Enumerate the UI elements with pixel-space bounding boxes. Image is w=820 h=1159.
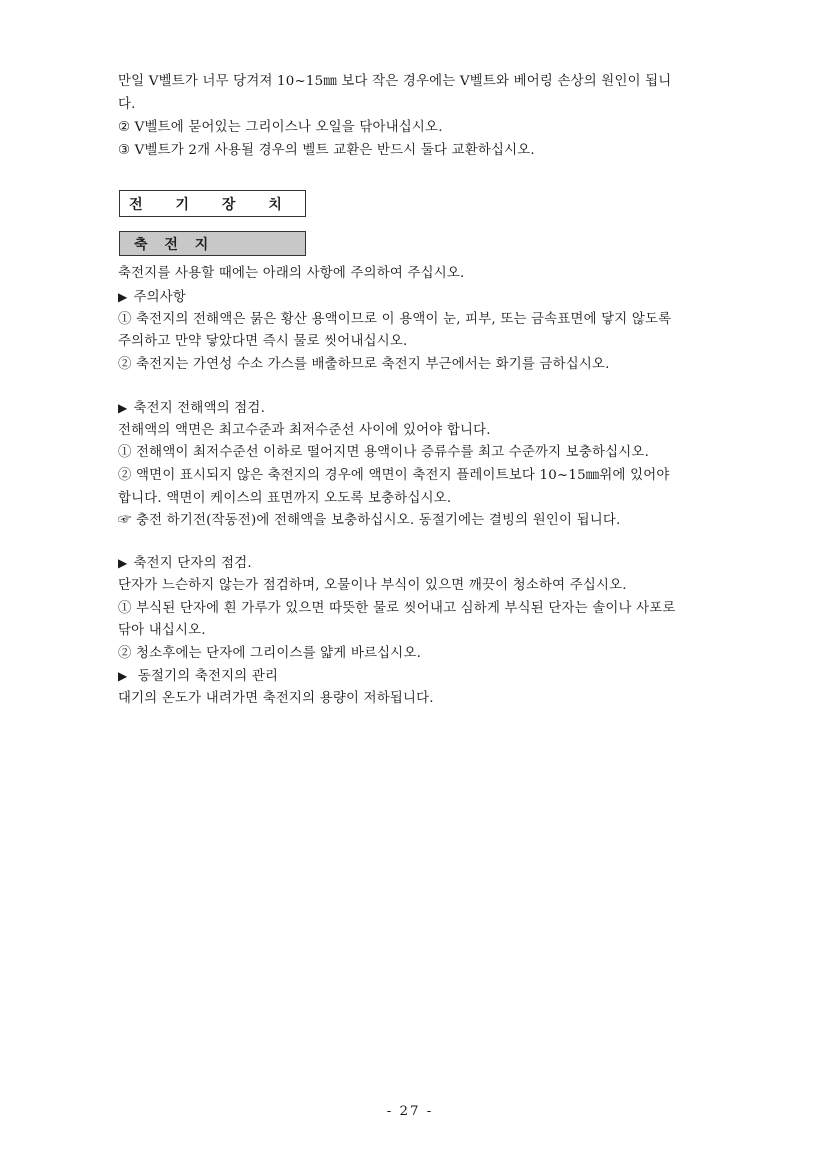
triangle-bullet-icon: ▶ bbox=[118, 401, 128, 415]
terminal-heading bbox=[118, 553, 748, 574]
electrolyte-item-2: ② 액면이 표시되지 않은 축전지의 경우에 액면이 축전지 플레이트보다 10~15㎜위에 있어야 bbox=[118, 468, 670, 483]
caution-item-1-cont: 주의하고 만약 닿았다면 즉시 물로 씻어내십시오. bbox=[118, 334, 408, 349]
terminal-heading-text: 축전지 단자의 점검. bbox=[133, 556, 252, 571]
caution-item-1: ① 축전지의 전해액은 묽은 황산 용액이므로 이 용액이 눈, 피부, 또는 금속표면에 닿지 않도록 bbox=[118, 312, 672, 327]
triangle-bullet-icon: ▶ bbox=[118, 556, 128, 570]
electrolyte-item-2-cont: 합니다. 액면이 케이스의 표면까지 오도록 보충하십시오. bbox=[118, 491, 452, 506]
terminal-desc: 단자가 느슨하지 않는가 점검하며, 오물이나 부식이 있으면 깨끗이 청소하여 주십시오. bbox=[118, 578, 627, 593]
caution-item-2: ② 축전지는 가연성 수소 가스를 배출하므로 축전지 부근에서는 화기를 금하십시오. bbox=[118, 357, 610, 372]
triangle-bullet-icon: ▶ bbox=[118, 290, 128, 304]
paragraph-v-belt-tension: 만일 V벨트가 너무 당겨져 10~15㎜ 보다 작은 경우에는 V벨트와 베어링 손상의 원인이 됩니 bbox=[118, 74, 672, 89]
intro-text: 축전지를 사용할 때에는 아래의 사항에 주의하여 주십시오. bbox=[118, 266, 465, 281]
terminal-item-2: ② 청소후에는 단자에 그리이스를 얇게 바르십시오. bbox=[118, 646, 422, 661]
list-item-grease-removal: ② V벨트에 묻어있는 그리이스나 오일을 닦아내십시오. bbox=[118, 120, 443, 135]
section-title: 전 기 장 치 bbox=[129, 196, 296, 213]
subsection-title: 축 전 지 bbox=[134, 236, 215, 253]
electrolyte-item-1: ① 전해액이 최저수준선 이하로 떨어지면 용액이나 증류수를 최고 수준까지 보충하십시오. bbox=[118, 445, 650, 460]
winter-heading-text: 동절기의 축전지의 관리 bbox=[133, 669, 279, 684]
electrolyte-heading bbox=[118, 398, 748, 419]
section-title-box bbox=[119, 190, 306, 217]
terminal-item-1-cont: 닦아 내십시오. bbox=[118, 623, 206, 638]
electrolyte-heading-text: 축전지 전해액의 점검. bbox=[133, 401, 266, 416]
list-item-belt-replacement: ③ V벨트가 2개 사용될 경우의 벨트 교환은 반드시 둘다 교환하십시오. bbox=[118, 143, 535, 158]
winter-heading bbox=[118, 666, 748, 687]
triangle-bullet-icon: ▶ bbox=[118, 669, 128, 683]
page-number: - 27 - bbox=[386, 1104, 434, 1119]
electrolyte-desc: 전해액의 액면은 최고수준과 최저수준선 사이에 있어야 합니다. bbox=[118, 423, 491, 438]
caution-heading bbox=[118, 287, 748, 308]
subsection-title-box bbox=[119, 231, 306, 256]
terminal-item-1: ① 부식된 단자에 흰 가루가 있으면 따뜻한 물로 씻어내고 심하게 부식된 단자는 솔이나 사포로 bbox=[118, 601, 676, 616]
caution-heading-text: 주의사항 bbox=[133, 290, 186, 305]
electrolyte-note: ☞ 충전 하기전(작동전)에 전해액을 보충하십시오. 동절기에는 결빙의 원인이 됩니다. bbox=[118, 513, 621, 528]
winter-desc: 대기의 온도가 내려가면 축전지의 용량이 저하됩니다. bbox=[118, 691, 434, 706]
paragraph-v-belt-tension-cont: 다. bbox=[118, 97, 136, 112]
